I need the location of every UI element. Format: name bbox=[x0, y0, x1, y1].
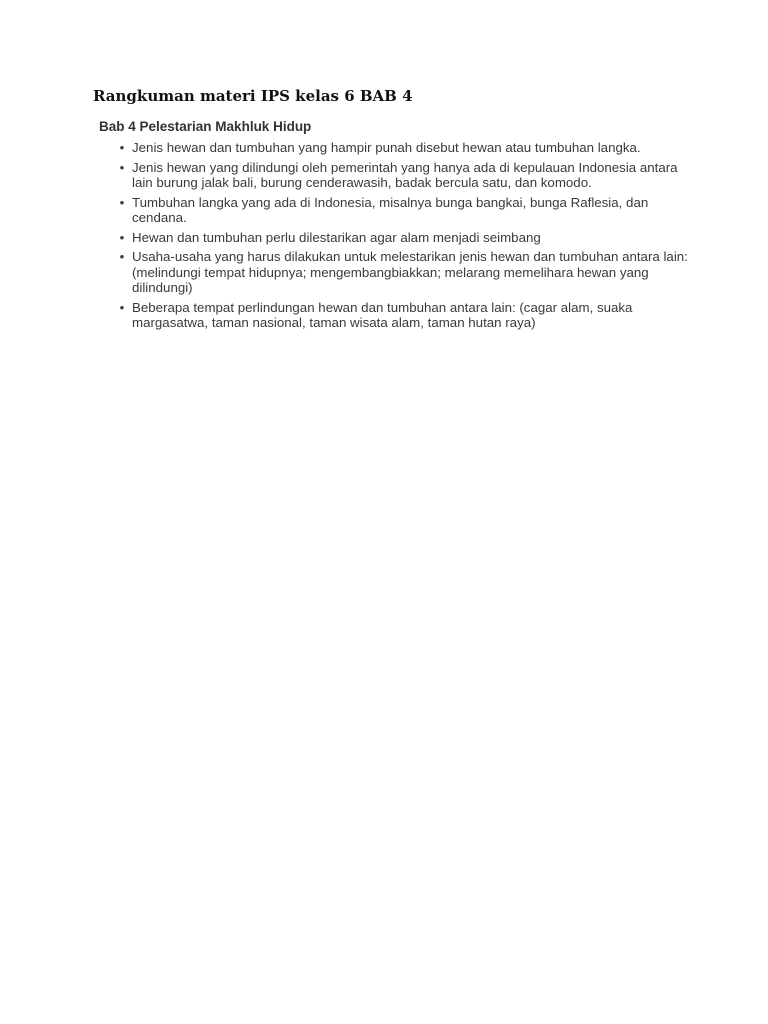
list-item-text: Jenis hewan dan tumbuhan yang hampir punah disebut hewan atau tumbuhan langka. bbox=[132, 140, 641, 155]
bullet-icon: • bbox=[119, 194, 125, 210]
bullet-icon: • bbox=[119, 159, 125, 175]
list-item bbox=[99, 249, 689, 296]
bullet-icon: • bbox=[119, 249, 125, 264]
bullet-icon: • bbox=[119, 229, 125, 245]
bullet-icon: • bbox=[119, 140, 125, 155]
list-item-text: Jenis hewan yang dilindungi oleh pemerintah yang hanya ada di kepulauan Indonesia antara lain burung jalak bali, burung cenderawasih, badak bercula satu, dan komodo. bbox=[132, 159, 678, 190]
bullet-icon: • bbox=[119, 299, 125, 315]
list-item bbox=[99, 195, 689, 226]
list-item-text: Tumbuhan langka yang ada di Indonesia, misalnya bunga bangkai, bunga Raflesia, dan cendana. bbox=[132, 194, 649, 225]
bullet-list bbox=[99, 140, 689, 335]
list-item bbox=[99, 230, 689, 246]
list-item bbox=[99, 300, 689, 331]
list-item-text: Usaha-usaha yang harus dilakukan untuk melestarikan jenis hewan dan tumbuhan antara lain: (melindungi tempat hidupnya; mengembangbiakkan; melarang memelihara hewan yang dilindungi) bbox=[132, 249, 688, 295]
list-item-text: Hewan dan tumbuhan perlu dilestarikan agar alam menjadi seimbang bbox=[132, 229, 541, 245]
document-title: Rangkuman materi IPS kelas 6 BAB 4 bbox=[93, 87, 413, 105]
list-item bbox=[99, 160, 689, 191]
section-heading: Bab 4 Pelestarian Makhluk Hidup bbox=[99, 119, 312, 134]
list-item-text: Beberapa tempat perlindungan hewan dan tumbuhan antara lain: (cagar alam, suaka margasatwa, taman nasional, taman wisata alam, taman hutan raya) bbox=[132, 299, 633, 330]
list-item bbox=[99, 140, 689, 156]
